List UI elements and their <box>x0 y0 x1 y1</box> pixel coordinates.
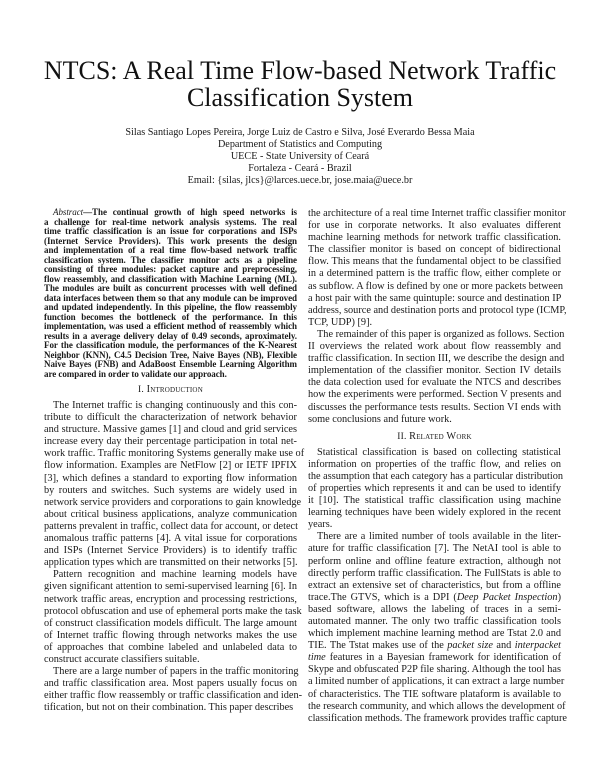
text-line: The Internet traffic is changing continuously and this con- <box>53 400 297 411</box>
text-line: as subflow. A flow is defined by one or more packets between <box>308 280 563 292</box>
text-line: some conclusions and future work. <box>308 413 452 425</box>
abstract-line: function becomes the bottleneck of the performance. In this <box>44 311 297 322</box>
abstract-line: results in a average delivery delay of 0.49 seconds, aproximately. <box>44 330 297 341</box>
text-line: patterns prevalent in traffic, collect data for account, or detect <box>44 520 298 532</box>
abstract-line: and updated independently. In this pipeline, the flow reassembly <box>44 302 297 312</box>
text-line: given significant attention to semi-supervised learning [6]. In <box>44 581 297 593</box>
section-number: II. <box>397 431 407 442</box>
text-line: [3], which defines a standard to exporting flow information <box>44 472 297 484</box>
text-line: and structure. Massive games [1] and cloud and grid services <box>44 424 297 436</box>
text-line: address, source and destination ports and protocol type (ICMP, <box>308 304 567 316</box>
text-line: ature for traffic classification [7]. The NetAI tool is able to <box>308 543 561 555</box>
author-university: UECE - State University of Ceará <box>230 151 370 162</box>
text-line: increase every day their percentage participation in total net- <box>44 436 297 448</box>
text-line: The classifier monitor is based on concept of bidirectional <box>308 244 561 256</box>
text-line: application types which are transmitted on their networks [5]. <box>44 557 298 569</box>
text-line: implementation of the classifier monitor. Section IV details <box>308 365 561 377</box>
abstract-line: For the classification module, the performances of the K-Nearest <box>44 340 297 350</box>
text-line: directly perform traffic classification. The FullStats is able to <box>308 567 561 579</box>
text-line: a limited number of applications, it can extract a large number <box>308 676 565 688</box>
text-line: about critical business applications, analyze communication <box>44 508 297 520</box>
text-line: network service providers and corporations to gain knowledge <box>44 496 302 508</box>
related-work-body <box>308 446 567 725</box>
text-line: the data colection used for evaluate the NTCS and describes <box>308 377 561 389</box>
text-line: the architecture of a real time Internet traffic classifier monitor <box>308 208 566 219</box>
italic-term: time <box>308 652 326 664</box>
text-line: learning techniques have been widely explored in the recent <box>308 507 561 519</box>
abstract-line: (Internet Service Providers). This work presents the design <box>44 235 297 246</box>
text-line: automated manner. The only two traffic classification tools <box>308 616 561 627</box>
text-line: The remainder of this paper is organized as follows. Section <box>317 328 565 340</box>
text-line: classification methods. The framework provides traffic capture <box>308 712 567 724</box>
text-line: for use in corporate networks. It also evaluates different <box>308 220 561 232</box>
paragraph <box>308 208 567 329</box>
abstract-line: flow reassembly, and classification with Machine Learning (ML). <box>44 273 297 284</box>
title-line: Classification System <box>186 83 414 112</box>
text-line: Skype and obfuscated P2P file sharing. Although the tool has <box>308 664 561 676</box>
section-number: I. <box>138 385 144 395</box>
author-department: Department of Statistics and Computing <box>217 139 383 150</box>
text-line: a host pair with the same quintuple: source and destination IP <box>308 292 562 304</box>
text-line: flow information. Examples are NetFlow [2] or IETF IPFIX <box>44 460 297 472</box>
text-line: flow. This means that the fundamental object to be classified <box>308 256 561 268</box>
paragraph <box>44 569 302 666</box>
author-location: Fortaleza - Ceará - Brazil <box>248 163 352 174</box>
abstract-line: The modules are built as concurrent processes with well defined <box>44 283 297 293</box>
text-line: machine learning methods for network traffic classification. <box>308 232 561 244</box>
paragraph <box>44 400 305 569</box>
left-column <box>44 207 305 714</box>
paragraph <box>44 666 303 714</box>
text-line: trace.The GTVS, which is a DPI (Deep Packet Inspection) <box>308 591 561 603</box>
text-line: and ISPs (Internet Service Providers) is to identify traffic <box>44 545 297 557</box>
text-line: of construct classification models difficult. The large amount <box>44 617 297 629</box>
text-line: extract an extensive set of characteristics, but from a offline <box>308 579 561 591</box>
author-names: Silas Santiago Lopes Pereira, Jorge Luiz de Castro e Silva, José Everardo Bessa Maia <box>125 127 475 138</box>
abstract-line: Naive Bayes (FNB) and AdaBoost Ensemble Learning Algorithm <box>44 359 297 369</box>
text-line: TIE. The Tstat makes use of the packet size and interpacket <box>308 640 562 652</box>
text-line: Statistical classification is based on collecting statistical <box>317 446 561 458</box>
text-line: There are a large number of papers in the traffic monitoring <box>53 666 299 678</box>
paper-title <box>0 57 600 111</box>
text-line: II overviews the related work about flow reassembly and <box>308 341 561 353</box>
section-heading-related-work <box>308 431 561 443</box>
text-line: protocol obfuscation and use of ephemeral ports make the task <box>44 605 302 617</box>
paragraph <box>308 328 565 426</box>
introduction-body <box>44 400 305 714</box>
abstract-label: Abstract <box>53 207 84 217</box>
section-title: Introduction <box>146 384 203 395</box>
abstract-line: Neighbor (KNN), C4.5 Decision Tree, Naive Bayes (NB), Flexible <box>44 349 297 360</box>
text-line: which implement machine learning method are Tstat 2.0 and <box>308 628 561 640</box>
text-line: of approaches that combine labeled and unlabeled data to <box>44 641 297 653</box>
text-line: information on properties of the traffic flow, and relies on <box>308 458 561 470</box>
text-line: and traffic classification area. Most papers usually focus on <box>44 678 297 690</box>
text-line: discusses the performance tests results. Section VI ends with <box>308 401 561 413</box>
text-line: by routers and switches. Such systems are widely used in <box>44 484 297 496</box>
text-line: it [10]. The statistical traffic classification using machine <box>308 495 561 507</box>
section-title: Related Work <box>409 430 472 442</box>
italic-term: interpacket <box>514 640 562 652</box>
abstract-line: are compared in order to validate our approach. <box>44 368 227 379</box>
abstract-line: classification system. The classifier monitor acts as a pipeline <box>44 254 297 265</box>
text-line: TCP, UDP) [9]. <box>308 316 373 328</box>
text-line: There are a limited number of tools available in the liter- <box>317 531 561 543</box>
text-line: network traffic areas, encryption and processing restrictions, <box>44 593 297 605</box>
paragraph <box>308 446 564 532</box>
italic-term: packet size <box>447 640 493 652</box>
text-line: of properties which represents it and can be used to identify <box>308 482 561 494</box>
text-line: tribute to difficult the characterization of network behavior <box>44 412 297 424</box>
text-line: how the experiments were performed. Section V presents and <box>308 389 562 401</box>
text-line: Pattern recognition and machine learning models have <box>53 569 297 581</box>
abstract <box>44 208 297 379</box>
section-heading-introduction <box>44 384 297 396</box>
title-line: NTCS: A Real Time Flow-based Network Traffic <box>43 56 557 85</box>
text-line: in a determined pattern is the traffic flow, either complete or <box>308 268 561 280</box>
text-line: traffic classification. In section III, we describe the design and <box>308 353 565 365</box>
right-column <box>308 208 567 725</box>
text-line: either traffic flow reassembly or traffic classification and iden- <box>44 690 303 702</box>
text-line: years. <box>308 519 333 531</box>
abstract-line: and implementation of a real time flow-based network traffic <box>44 245 297 255</box>
author-block <box>0 127 600 187</box>
text-line: based software, allows the labeling of traces in a semi- <box>308 603 561 615</box>
text-line: anomalous traffic patterns [4]. A vital issue for corporations <box>44 533 297 545</box>
text-line: of Internet traffic flowing through networks makes the use <box>44 629 297 641</box>
abstract-line: time traffic classification is an issue for corporations and ISPs <box>44 226 297 236</box>
abstract-line: consisting of three modules: packet capture and preprocessing, <box>44 264 297 274</box>
text-line: perform online and offline feature extraction, although not <box>308 555 561 567</box>
text-line: construct accurate classifiers suitable. <box>44 653 200 665</box>
author-email: Email: {silas, jlcs}@larces.uece.br, jose.maia@uece.br <box>187 175 413 186</box>
italic-term: Deep Packet Inspection <box>456 591 558 603</box>
abstract-line: data interfaces between them so that any module can be improved <box>44 292 297 303</box>
abstract-line: Abstract—The continual growth of high speed networks is <box>53 207 297 217</box>
text-line: of characteristics. The TIE software plataform is available to <box>308 688 561 700</box>
text-line: the research community, and which allows the development of <box>308 700 566 712</box>
text-line: tification, but not on their combination. This paper describes <box>44 702 294 714</box>
text-line: the assumption that each category has a particular distribution <box>308 470 564 482</box>
abstract-line: a challenge for real-time network analysis systems. The real <box>44 216 297 227</box>
abstract-line: implementation, was used a efficient method of reassembly which <box>44 321 297 331</box>
text-line: work traffic. Traffic monitoring Systems generally make use of <box>44 448 305 460</box>
introduction-continued <box>308 208 567 426</box>
text-line: time features in a Bayesian framework for identification of <box>308 652 561 664</box>
paragraph <box>308 531 567 725</box>
